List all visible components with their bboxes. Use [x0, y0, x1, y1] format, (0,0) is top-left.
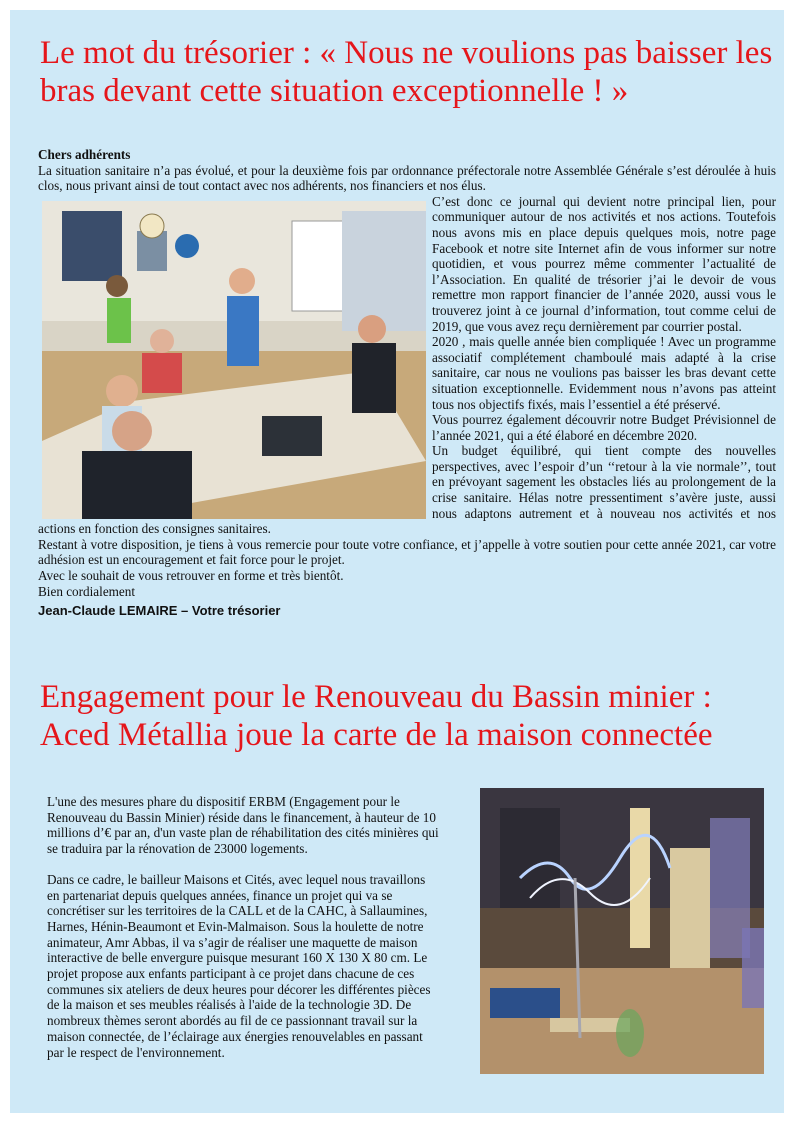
treasurer-paragraph: La situation sanitaire n’a pas évolué, et pour la deuxième fois par ordonnance préfectorale notre Assemblée Générale s’est déroulée à huis clos, nous privant ainsi de tout contact avec nos adhérents, nos financiers et nos élus.	[38, 162, 776, 194]
signature: Jean-Claude LEMAIRE – Votre trésorier	[38, 603, 281, 619]
treasurer-paragraph: 2020 , mais quelle année bien compliquée ! Avec un programme associatif complétement chamboulé mais adapté à la crise sanitaire, car nous ne voulions pas baisser les bras devant cette situation exceptionnelle. Evidemment nous n’avons pas atteint tous nos objectifs fixés, mais l’essentiel a été préservé.	[432, 334, 776, 412]
erbm-article	[47, 794, 439, 1075]
newsletter-page	[10, 10, 784, 1113]
erbm-paragraph: L'une des mesures phare du dispositif ERBM (Engagement pour le Renouveau du Bassin Minier) réside dans le financement, à hauteur de 10 millions d’€ par an, d'un vaste plan de réhabilitation des cités minières qui se traduira par la rénovation de 23000 logements.	[47, 794, 439, 857]
model-house-photo	[480, 788, 764, 1074]
treasurer-paragraph: Vous pourrez également découvrir notre Budget Prévisionnel de l’année 2021, qui a été élaboré en décembre 2020.	[432, 412, 776, 443]
treasurer-paragraph: Restant à votre disposition, je tiens à vous remercie pour toute votre confiance, et j’appelle à votre soutien pour cette année 2021, car votre adhésion est un encouragement et fait force pour le projet.	[38, 536, 776, 568]
erbm-paragraph: Dans ce cadre, le bailleur Maisons et Cités, avec lequel nous travaillons en partenariat depuis quelques années, finance un projet qui va se concrétiser sur les territoires de la CALL et de la CAHC, à Sallaumines, Harnes, Hénin-Beaumont et Evin-Malmaison. Sous la houlette de notre animateur, Amr Abbas, il va s’agir de réaliser une maquette de maison interactive de belle envergure puisque mesurant 160 X 130 X 80 cm. Le projet propose aux enfants participant à ce projet dans chacune de ces communes six ateliers de deux heures pour décorer les différentes pièces de la maison et ses meubles réalisés à l'aide de la technologie 3D. De nombreux thèmes seront abordés au fil de ce passionnant travail sur la maison connectée, de l’éclairage aux énergies renouvelables en passant par le respect de l'environnement.	[47, 871, 431, 1060]
erbm-title: Engagement pour le Renouveau du Bassin minier : Aced Métallia joue la carte de la maison connectée	[40, 679, 713, 753]
greeting: Chers adhérents	[38, 147, 131, 162]
treasurer-paragraph: Avec le souhait de vous retrouver en forme et très bientôt.	[38, 568, 344, 584]
treasurer-article	[38, 147, 776, 619]
meeting-photo	[42, 201, 426, 519]
treasurer-paragraph: Un budget équilibré, qui tient compte des nouvelles perspectives, avec l’espoir d’un ‘‘retour à la vie normale’’, tout en prévoyant sagement les obstacles liés au prolongement de la crise sanitaire. Hélas notre pressentiment s’avère juste, aussi nous adaptons autrement et à nouveau nos activités et nos actions en fonction des consignes sanitaires.	[38, 443, 776, 537]
treasurer-title: Le mot du trésorier : « Nous ne voulions pas baisser les bras devant cette situation exceptionnelle ! »	[40, 35, 773, 109]
treasurer-paragraph: C’est donc ce journal qui devient notre principal lien, pour communiquer autour de nos activités et nos actions. Toutefois nous avons mis en place depuis quelques mois, notre page Facebook et notre site Internet afin de vous informer sur notre quotidien, et vous pourrez même commenter l’actualité de l’Association. En qualité de trésorier j’ai le devoir de vous remettre mon rapport financier de l’année 2020, aussi vous le trouverez joint à ce journal d’information, tout comme celui de 2019, que vous avez reçu dernièrement par courrier postal.	[432, 193, 776, 334]
closing: Bien cordialement	[38, 583, 136, 599]
